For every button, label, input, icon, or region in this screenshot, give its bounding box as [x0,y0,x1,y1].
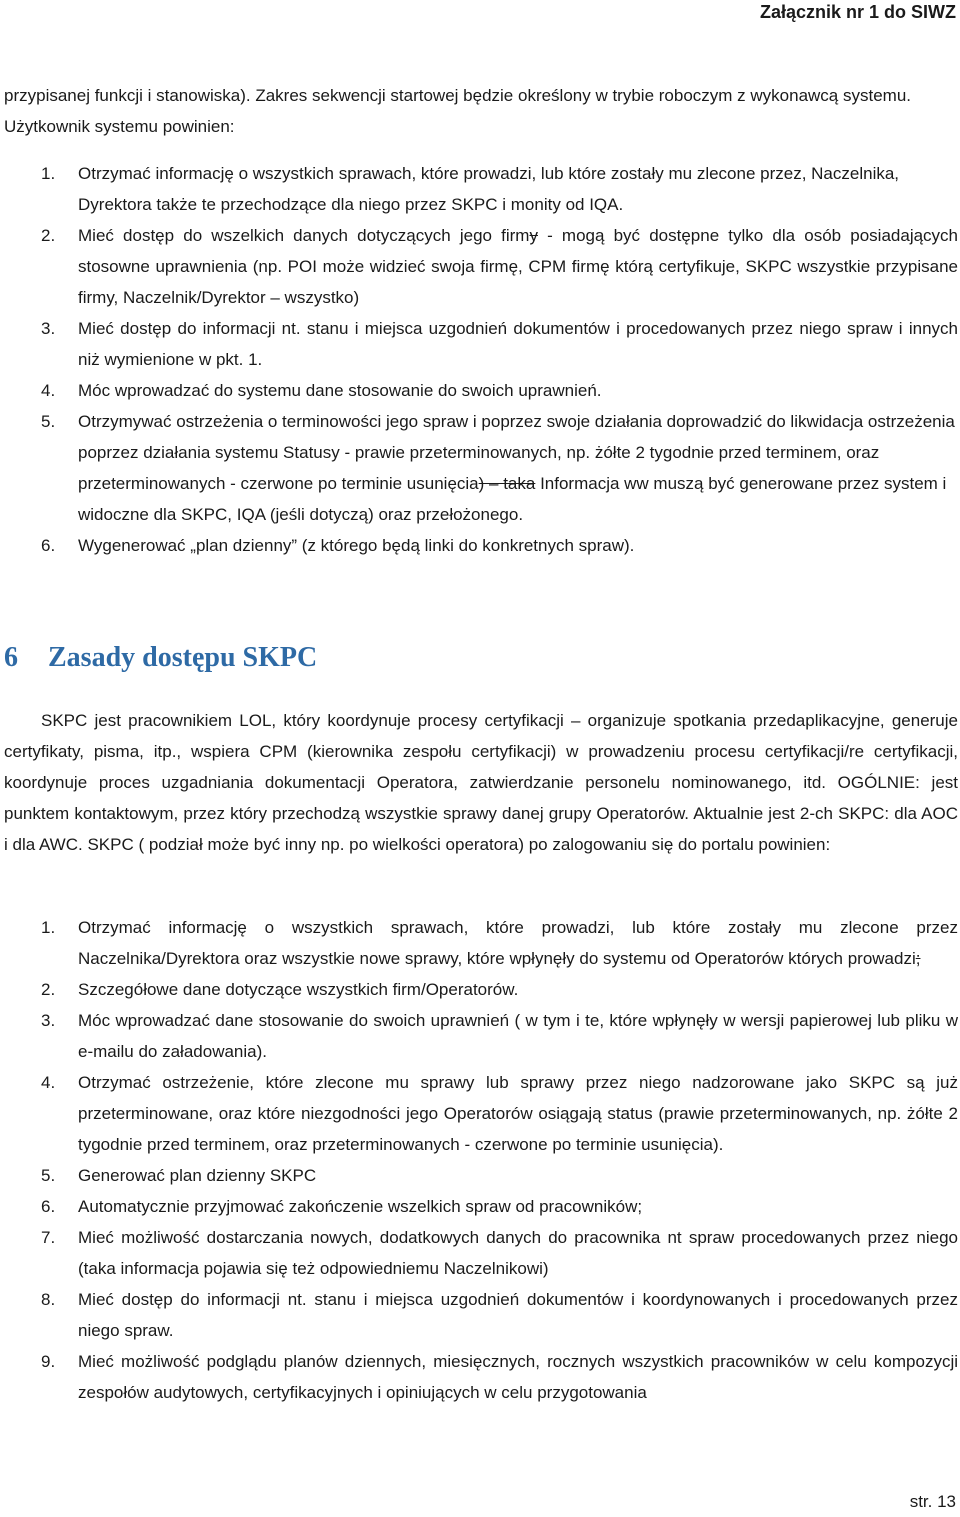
list-item [4,375,958,406]
list-item-text-cont: Informacja ww muszą być generowane przez system i widoczne dla SKPC, IQA (jeśli dotyczą) oraz przełożonego. [78,474,947,524]
list-number: 2. [41,980,56,999]
list-number: 7. [41,1228,56,1247]
list-item [4,1222,958,1284]
struck-text: ; [915,949,921,968]
list-number: 1. [41,164,56,183]
list-number: 3. [41,1011,56,1030]
list-item [4,1005,958,1067]
list-number: 6. [41,1197,56,1216]
list-item-text: Otrzymać informację o wszystkich sprawach, które prowadzi, lub które zostały mu zlecone przez Naczelnika/Dyrektora oraz wszystkie nowe sprawy, które wpłynęły do systemu od Operatorów których prowadzi [78,918,958,968]
list-number: 6. [41,536,56,555]
list-item [4,530,958,561]
list-item-text: Mieć dostęp do wszelkich danych dotyczących jego firm [78,226,530,245]
list-item [4,1284,958,1346]
list-item-text: Mieć dostęp do informacji nt. stanu i miejsca uzgodnień dokumentów i procedowanych przez niego spraw i innych niż wymienione w pkt. 1. [78,319,958,369]
list-item-text: Automatycznie przyjmować zakończenie wszelkich spraw od pracowników; [78,1197,643,1216]
list-item-text: Generować plan dzienny SKPC [78,1166,317,1185]
list-item-text: Mieć dostęp do informacji nt. stanu i miejsca uzgodnień dokumentów i koordynowanych i procedowanych przez niego spraw. [78,1290,958,1340]
section-number: 6 [4,642,18,673]
list-item-text: Otrzymać ostrzeżenie, które zlecone mu sprawy lub sprawy przez niego nadzorowane jako SKPC są już przeterminowane, oraz które niezgodności jego Operatorów osiągają status (prawie przeterminowanych, np. żółte 2 tygodnie przed terminem, oraz przeterminowanych - czerwone po terminie usunięcia). [78,1073,958,1154]
page-number: str. 13 [909,1492,956,1511]
list-item [4,313,958,375]
list-item [4,912,958,974]
list-item [4,220,958,313]
list-item-text: Móc wprowadzać do systemu dane stosowanie do swoich uprawnień. [78,381,602,400]
skpc-requirements-list [4,912,958,1408]
list-number: 2. [41,226,56,245]
list-number: 3. [41,319,56,338]
list-item [4,1346,958,1408]
list-item-text: Mieć możliwość dostarczania nowych, dodatkowych danych do pracownika nt spraw procedowanych przez niego (taka informacja pojawia się też odpowiedniemu Naczelnikowi) [78,1228,958,1278]
list-item-text: Wygenerować „plan dzienny” (z którego będą linki do konkretnych spraw). [78,536,635,555]
list-item [4,1067,958,1160]
list-number: 9. [41,1352,56,1371]
section-heading [4,642,317,674]
list-item [4,158,958,220]
list-number: 8. [41,1290,56,1309]
section-paragraph: SKPC jest pracownikiem LOL, który koordynuje procesy certyfikacji – organizuje spotkania przedaplikacyjne, generuje certyfikaty, pisma, itp., wspiera CPM (kierownika zespołu certyfikacji) w prowadzeniu procesu certyfikacji/re certyfikacji, koordynuje proces uzgadniania dokumentacji Operatora, zatwierdzanie personelu nominowanego, itd. OGÓLNIE: jest punktem kontaktowym, przez który przechodzą wszystkie sprawy danej grupy Operatorów. Aktualnie jest 2-ch SKPC: dla AOC i dla AWC. SKPC ( podział może być inny np. po wielkości operatora) po zalogowaniu się do portalu powinien: [4,711,958,854]
struck-text: ) – taka [478,474,536,493]
list-item [4,974,958,1005]
section-title: Zasady dostępu SKPC [48,642,318,673]
intro-text: przypisanej funkcji i stanowiska). Zakres sekwencji startowej będzie określony w trybie roboczym z wykonawcą systemu. Użytkownik systemu powinien: [4,86,912,136]
list-number: 4. [41,1073,56,1092]
attachment-header: Załącznik nr 1 do SIWZ [759,2,956,22]
list-item-text: Otrzymać informację o wszystkich sprawach, które prowadzi, lub które zostały mu zlecone przez, Naczelnika, Dyrektora także te przechodzące dla niego przez SKPC i monity od IQA. [78,164,900,214]
list-number: 1. [41,918,56,937]
list-item-text-cont: - mogą być dostępne tylko dla osób posiadających stosowne uprawnienia (np. POI może widzieć swoja firmę, CPM firmę którą certyfikuje, SKPC wszystkie przypisane firmy, Naczelnik/Dyrektor – wszystko) [78,226,959,307]
list-item-text: Mieć możliwość podglądu planów dziennych, miesięcznych, rocznych wszystkich pracowników w celu kompozycji zespołów audytowych, certyfikacyjnych i opiniujących w celu przygotowania [78,1352,958,1402]
list-number: 4. [41,381,56,400]
list-item [4,1191,958,1222]
list-number: 5. [41,412,56,431]
list-number: 5. [41,1166,56,1185]
struck-text: y [529,226,538,245]
list-item-text: Szczegółowe dane dotyczące wszystkich firm/Operatorów. [78,980,519,999]
list-item-text: Móc wprowadzać dane stosowanie do swoich uprawnień ( w tym i te, które wpłynęły w wersji papierowej lub pliku w e-mailu do załadowania). [78,1011,958,1061]
list-item-text: Otrzymywać ostrzeżenia o terminowości jego spraw i poprzez swoje działania doprowadzić do likwidacja ostrzeżenia poprzez działania systemu Statusy - prawie przeterminowanych, np. żółte 2 tygodnie przed terminem, oraz przeterminowanych - czerwone po terminie usunięcia [78,412,955,493]
user-requirements-list [4,158,958,561]
list-item [4,1160,958,1191]
list-item [4,406,958,530]
